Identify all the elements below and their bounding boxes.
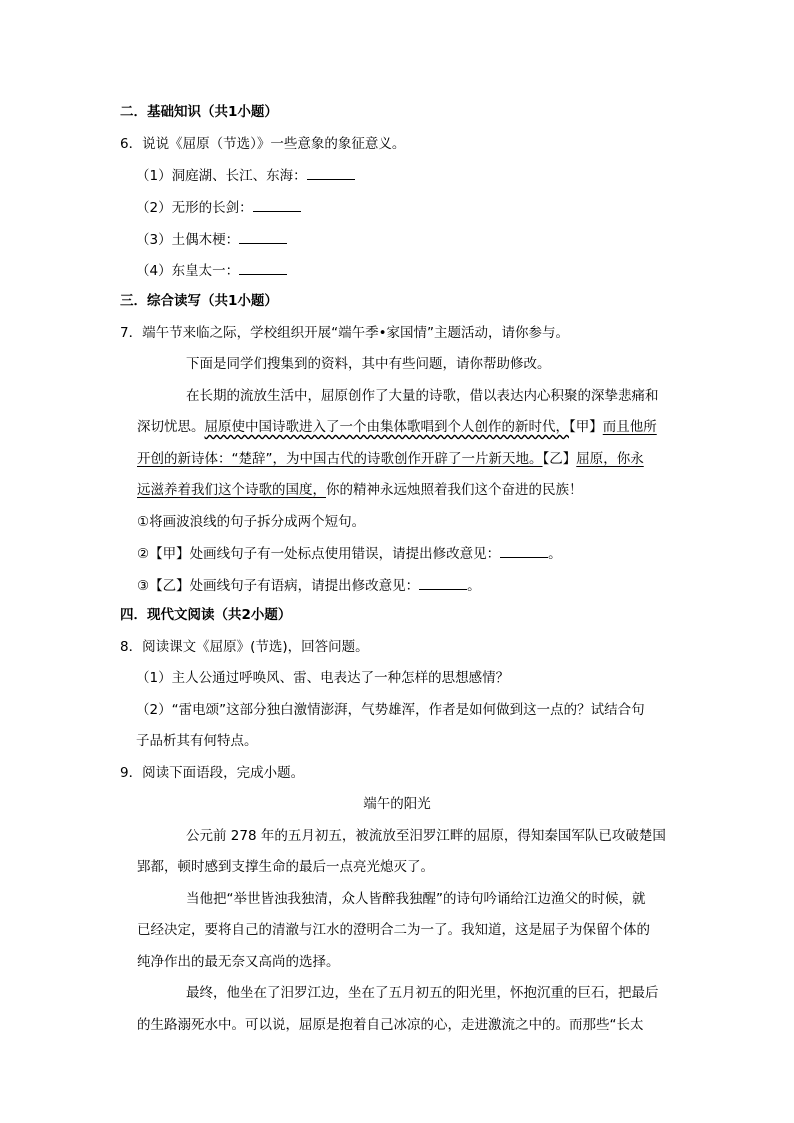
reading-line: 已经决定，要将自己的清澈与江水的澄明合二为一了。我知道，这是屈子为保留个体的 [137,922,650,938]
answer-blank [500,543,548,558]
section-heading-4: 四．现代文阅读（共2小题） [120,607,292,623]
reading-line: 郢都，顿时感到支撑生命的最后一点亮光熄灭了。 [137,859,434,875]
q7-passage-line: 开创的新诗体：“楚辞”，为中国古代的诗歌创作开辟了一片新天地。【乙】屈原，你永 [137,451,644,467]
underlined-sentence-yi: 屈原，你永 [576,451,644,467]
reading-title: 端午的阳光 [363,796,431,812]
q7-task-2: ②【甲】处画线句子有一处标点使用错误，请提出修改意见： 。 [137,543,562,564]
q7-task-3: ③【乙】处画线句子有语病，请提出修改意见： 。 [137,575,481,596]
reading-line: 最终，他坐在了汨罗江边，坐在了五月初五的阳光里，怀抱沉重的巨石，把最后 [186,985,659,1001]
q7-passage-line: 远滋养着我们这个诗歌的国度，你的精神永远烛照着我们这个奋进的民族！ [137,482,583,498]
reading-line: 公元前 278 年的五月初五，被流放至汨罗江畔的屈原，得知秦国军队已攻破楚国 [186,828,666,844]
q6-item-2: （2）无形的长剑： [136,197,301,218]
q8-sub-2: （2）“雷电颂”这部分独白激情澎湃，气势雄浑，作者是如何做到这一点的？试结合句 [136,702,645,718]
answer-blank [239,229,287,244]
q7-passage-line: 深切忧思。屈原使中国诗歌进入了一个由集体歌唱到个人创作的新时代，【甲】而且他所 [137,419,657,435]
q7-intro: 下面是同学们搜集到的资料，其中有些问题，请你帮助修改。 [186,356,551,372]
reading-line: 的生路溺死水中。可以说，屈原是抱着自己冰凉的心，走进激流之中的。而那些“长太 [137,1017,644,1033]
underlined-sentence-jia: 开创的新诗体：“楚辞”，为中国古代的诗歌创作开辟了一片新天地。 [137,451,543,467]
wavy-underlined-sentence: 屈原使中国诗歌进入了一个由集体歌唱到个人创作的新时代， [204,419,569,435]
question-7: 7．端午节来临之际，学校组织开展“端午季•家国情”主题活动，请你参与。 [120,325,570,341]
underlined-sentence-jia: 而且他所 [602,419,657,435]
answer-blank [239,260,287,275]
answer-blank [307,165,355,180]
reading-line: 纯净作出的最无奈又高尚的选择。 [137,954,340,970]
q8-sub-2-cont: 子品析其有何特点。 [136,733,258,749]
underlined-sentence-yi: 远滋养着我们这个诗歌的国度， [137,482,326,498]
answer-blank [253,197,301,212]
answer-blank [419,575,467,590]
q7-passage-line: 在长期的流放生活中，屈原创作了大量的诗歌，借以表达内心积聚的深挚悲痛和 [186,388,659,404]
reading-line: 当他把“举世皆浊我独清，众人皆醉我独醒”的诗句吟诵给江边渔父的时候，就 [186,891,646,907]
question-6: 6．说说《屈原（节选）》一些意象的象征意义。 [120,136,406,152]
question-9: 9．阅读下面语段，完成小题。 [120,765,305,781]
section-heading-2: 二．基础知识（共1小题） [120,104,278,120]
question-8: 8．阅读课文《屈原》(节选)，回答问题。 [120,639,369,655]
section-heading-3: 三．综合读写（共1小题） [120,293,278,309]
q6-item-3: （3）土偶木梗： [136,229,287,250]
q6-item-4: （4）东皇太一： [136,260,287,281]
q7-task-1: ①将画波浪线的句子拆分成两个短句。 [137,514,366,530]
q6-item-1: （1）洞庭湖、长江、东海： [136,165,355,186]
q8-sub-1: （1）主人公通过呼唤风、雷、电表达了一种怎样的思想感情？ [136,670,510,686]
